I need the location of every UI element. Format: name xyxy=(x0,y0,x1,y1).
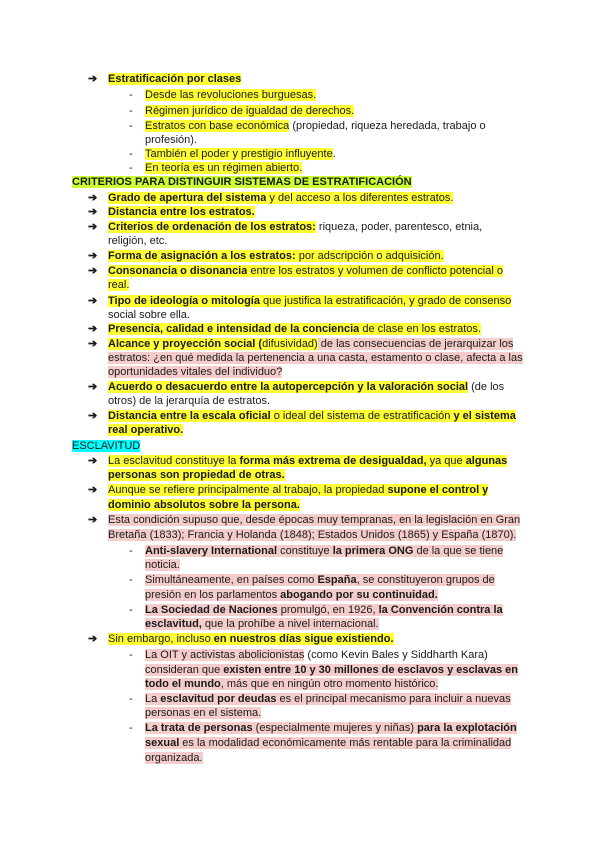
list-item-continuation xyxy=(108,424,183,437)
text-run: riqueza, poder, parentesco, etnia, xyxy=(315,221,483,233)
text-run: (especialmente mujeres y niñas) xyxy=(252,722,418,734)
list-item xyxy=(108,514,520,527)
list-item-continuation xyxy=(108,366,282,379)
list-item xyxy=(108,295,511,308)
text-run: de las consecuencias de jerarquizar los xyxy=(317,338,514,350)
list-item xyxy=(145,89,316,102)
dash-bullet-icon: - xyxy=(129,148,133,160)
list-item xyxy=(108,633,394,646)
text-run: Presencia, calidad e intensidad de la conciencia xyxy=(108,323,360,335)
arrow-right-icon: ➔ xyxy=(88,73,98,85)
list-item xyxy=(108,192,453,205)
text-run: Estratos con base económica xyxy=(145,120,290,132)
arrow-right-icon: ➔ xyxy=(88,410,98,422)
list-item xyxy=(108,484,488,497)
text-run: presión en los parlamentos xyxy=(145,589,281,601)
arrow-right-icon: ➔ xyxy=(88,455,98,467)
section-heading xyxy=(72,176,412,189)
text-run: Desde las revoluciones burguesas. xyxy=(145,89,317,101)
list-item-continuation xyxy=(145,707,261,720)
text-run: promulgó, en 1926, xyxy=(277,604,379,616)
text-run: La Sociedad de Naciones xyxy=(145,604,278,616)
list-item xyxy=(108,206,255,219)
section-heading xyxy=(72,440,140,453)
dash-bullet-icon: - xyxy=(129,693,133,705)
text-run: existen entre 10 y 30 millones de esclavos y esclavas en xyxy=(223,664,519,676)
list-item-continuation xyxy=(145,618,379,631)
text-run: Criterios de ordenación de los estratos: xyxy=(108,221,316,233)
arrow-right-icon: ➔ xyxy=(88,192,98,204)
dash-bullet-icon: - xyxy=(129,545,133,557)
list-item xyxy=(108,221,482,234)
dash-bullet-icon: - xyxy=(129,162,133,174)
text-run: Anti-slavery International xyxy=(145,545,278,557)
text-run: dominio absolutos sobre la persona. xyxy=(108,499,300,511)
text-run: esclavitud, xyxy=(145,618,202,630)
list-item xyxy=(108,338,513,351)
text-run: la Convención contra la xyxy=(378,604,503,616)
list-item-continuation xyxy=(145,134,197,147)
text-run: real operativo. xyxy=(108,424,184,436)
text-run: La esclavitud constituye la xyxy=(108,455,240,467)
list-item-continuation xyxy=(145,737,511,750)
text-run: real. xyxy=(108,279,130,291)
text-run: consideran que xyxy=(145,664,224,676)
text-run: . xyxy=(332,148,336,160)
arrow-right-icon: ➔ xyxy=(88,338,98,350)
text-run: sexual xyxy=(145,737,180,749)
arrow-right-icon: ➔ xyxy=(88,295,98,307)
arrow-right-icon: ➔ xyxy=(88,633,98,645)
text-run: de la que se tiene xyxy=(413,545,504,557)
list-item xyxy=(145,162,302,175)
text-run: supone el control y xyxy=(387,484,489,496)
arrow-right-icon: ➔ xyxy=(88,250,98,262)
text-run: Distancia entre los estratos. xyxy=(108,206,255,218)
text-run: Aunque se refiere principalmente al trabajo, la propiedad xyxy=(108,484,388,496)
text-run: Estratificación por clases xyxy=(108,73,242,85)
dash-bullet-icon: - xyxy=(129,574,133,586)
text-run: religión, etc. xyxy=(108,235,168,247)
text-run: También el poder y prestigio influyente xyxy=(145,148,333,160)
text-run: , se constituyeron grupos de xyxy=(356,574,495,586)
text-run: Grado de apertura del sistema xyxy=(108,192,267,204)
text-run: social sobre ella. xyxy=(108,309,190,321)
text-run: esclavitud por deudas xyxy=(160,693,277,705)
text-run: (propiedad, riqueza heredada, trabajo o xyxy=(289,120,486,132)
text-run: en nuestros días sigue existiendo. xyxy=(213,633,394,645)
list-item xyxy=(108,323,481,336)
text-run: Acuerdo o desacuerdo entre la autopercepción y la valoración social xyxy=(108,381,469,393)
text-run: Consonancia o disonancia xyxy=(108,265,248,277)
text-run: , más que en ningún otro momento histórico. xyxy=(220,678,439,690)
list-item-continuation xyxy=(145,664,518,677)
dash-bullet-icon: - xyxy=(129,722,133,734)
text-run: Alcance y proyección social ( xyxy=(108,338,263,350)
text-run: o ideal del sistema de estratificación xyxy=(270,410,451,422)
list-item xyxy=(108,410,516,423)
dash-bullet-icon: - xyxy=(129,649,133,661)
text-run: ya que xyxy=(426,455,466,467)
text-run: ESCLAVITUD xyxy=(72,440,141,452)
list-item xyxy=(108,73,241,86)
text-run: La OIT y activistas abolicionistas xyxy=(145,649,305,661)
dash-bullet-icon: - xyxy=(129,604,133,616)
list-item xyxy=(145,545,503,558)
list-item-continuation xyxy=(108,309,190,322)
text-run: forma más extrema de desigualdad, xyxy=(239,455,427,467)
text-run: y el sistema xyxy=(450,410,516,422)
list-item xyxy=(108,381,504,394)
dash-bullet-icon: - xyxy=(129,120,133,132)
dash-bullet-icon: - xyxy=(129,89,133,101)
text-run: es el principal mecanismo para incluir a nuevas xyxy=(276,693,511,705)
list-item-continuation xyxy=(145,752,203,765)
text-run: Simultáneamente, en países como xyxy=(145,574,318,586)
list-item-continuation xyxy=(108,395,270,408)
text-run: (de los xyxy=(468,381,505,393)
list-item xyxy=(145,604,503,617)
text-run: por adscripción o adquisición. xyxy=(295,250,444,262)
list-item-continuation xyxy=(108,529,516,542)
list-item-continuation xyxy=(108,469,285,482)
list-item-continuation xyxy=(108,235,167,248)
text-run: España xyxy=(317,574,357,586)
text-run: constituye xyxy=(277,545,333,557)
list-item-continuation xyxy=(145,559,180,572)
list-item xyxy=(108,265,503,278)
text-run: personas son propiedad de otras. xyxy=(108,469,285,481)
text-run: para la explotación xyxy=(417,722,517,734)
list-item xyxy=(108,250,444,263)
list-item xyxy=(145,148,336,161)
text-run: otros) de la jerarquía de estratos. xyxy=(108,395,271,407)
dash-bullet-icon: - xyxy=(129,105,133,117)
text-run: organizada. xyxy=(145,752,203,764)
text-run: difusividad) xyxy=(262,338,318,350)
text-run: estratos: ¿en qué medida la pertenencia a una casta, estamento o clase, afecta a las xyxy=(108,352,523,364)
text-run: todo el mundo xyxy=(145,678,221,690)
text-run: de clase en los estratos. xyxy=(359,323,481,335)
text-run: abogando por su continuidad. xyxy=(280,589,438,601)
text-run: algunas xyxy=(465,455,508,467)
text-run: noticia. xyxy=(145,559,180,571)
arrow-right-icon: ➔ xyxy=(88,265,98,277)
arrow-right-icon: ➔ xyxy=(88,221,98,233)
arrow-right-icon: ➔ xyxy=(88,484,98,496)
text-run: Régimen jurídico de igualdad de derechos. xyxy=(145,105,355,117)
arrow-right-icon: ➔ xyxy=(88,323,98,335)
text-run: En teoría es un régimen abierto. xyxy=(145,162,303,174)
text-run: Esta condición supuso que, desde épocas muy tempranas, en la legislación en Gran xyxy=(108,514,521,526)
text-run: la primera ONG xyxy=(332,545,414,557)
text-run: profesión). xyxy=(145,134,197,146)
arrow-right-icon: ➔ xyxy=(88,206,98,218)
text-run: Distancia entre la escala oficial xyxy=(108,410,271,422)
list-item-continuation xyxy=(108,499,300,512)
list-item xyxy=(145,105,354,118)
text-run: La trata de personas xyxy=(145,722,253,734)
text-run: oportunidades vitales del individuo? xyxy=(108,366,283,378)
arrow-right-icon: ➔ xyxy=(88,514,98,526)
text-run: La xyxy=(145,693,161,705)
text-run: entre los estratos y volumen de conflicto potencial o xyxy=(247,265,503,277)
text-run: es la modalidad económicamente más rentable para la criminalidad xyxy=(179,737,512,749)
list-item xyxy=(145,722,517,735)
text-run: que la prohíbe a nivel internacional. xyxy=(201,618,379,630)
list-item-continuation xyxy=(108,279,129,292)
list-item xyxy=(145,649,488,662)
list-item-continuation xyxy=(145,589,438,602)
text-run: Bretaña (1833); Francia y Holanda (1848); Estados Unidos (1865) y España (1870). xyxy=(108,529,517,541)
list-item xyxy=(108,455,507,468)
text-run: Forma de asignación a los estratos: xyxy=(108,250,296,262)
list-item xyxy=(145,120,486,133)
list-item xyxy=(145,574,495,587)
text-run: (como Kevin Bales y Siddharth Kara) xyxy=(304,649,488,661)
text-run: Tipo de ideología o mitología xyxy=(108,295,260,307)
list-item-continuation xyxy=(145,678,438,691)
text-run: que justifica la estratificación, y grado de consenso xyxy=(259,295,512,307)
text-run: personas en el sistema. xyxy=(145,707,262,719)
text-run: y del acceso a los diferentes estratos. xyxy=(266,192,454,204)
arrow-right-icon: ➔ xyxy=(88,381,98,393)
text-run: Sin embargo, incluso xyxy=(108,633,214,645)
list-item-continuation xyxy=(108,352,523,365)
list-item xyxy=(145,693,511,706)
text-run: CRITERIOS PARA DISTINGUIR SISTEMAS DE ESTRATIFICACIÓN xyxy=(72,176,412,188)
